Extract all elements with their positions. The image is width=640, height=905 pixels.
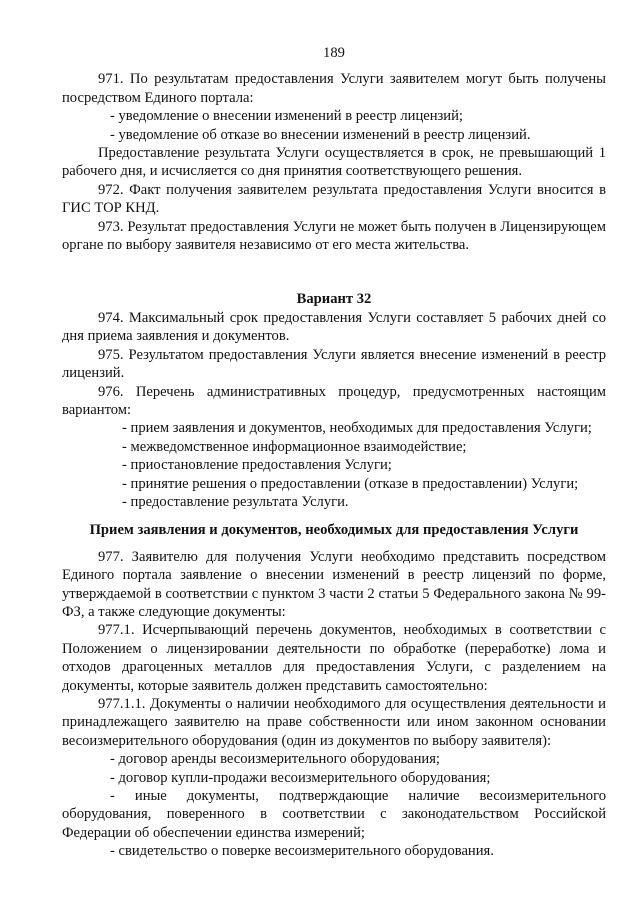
page-number: 189: [323, 45, 345, 61]
list-item: - свидетельство о поверке весоизмерительного оборудования.: [110, 843, 494, 860]
spacer: [62, 254, 606, 290]
paragraph-975: 975. Результатом предоставления Услуги является внесение изменений в реестр лицензий.: [62, 346, 606, 382]
list-item: - приостановление предоставления Услуги;: [122, 457, 392, 474]
list-item: - уведомление о внесении изменений в реестр лицензий;: [110, 108, 463, 125]
list-item: - межведомственное информационное взаимодействие;: [122, 438, 467, 455]
list-item: - прием заявления и документов, необходимых для предоставления Услуги;: [122, 420, 592, 437]
paragraph-974: 974. Максимальный срок предоставления Услуги составляет 5 рабочих дней со дня приема заявления и документов.: [62, 309, 606, 345]
spacer: [62, 511, 606, 521]
variant-title: Вариант 32: [296, 291, 372, 308]
spacer: [62, 540, 606, 548]
paragraph-977-1-1: 977.1.1. Документы о наличии необходимого для осуществления деятельности и принадлежащего заявителю на праве собственности или ином законном основании весоизмерительного оборудования (один из документов по выбору заявителя):: [62, 696, 606, 749]
paragraph-971-term: Предоставление результата Услуги осуществляется в срок, не превышающий 1 рабочего дня, и исчисляется со дня принятия соответствующего решения.: [62, 145, 606, 180]
paragraph-971: 971. По результатам предоставления Услуги заявителем могут быть получены посредством Единого портала:: [62, 71, 606, 106]
list-item: - предоставление результата Услуги.: [122, 493, 349, 510]
paragraph-972: 972. Факт получения заявителем результата предоставления Услуги вносится в ГИС ТОР КНД.: [62, 181, 606, 217]
list-item: - договор купли-продажи весоизмерительного оборудования;: [110, 769, 491, 786]
list-item: - уведомление об отказе во внесении изменений в реестр лицензий.: [110, 126, 531, 143]
section-heading: Прием заявления и документов, необходимых для предоставления Услуги: [89, 522, 579, 539]
paragraph-976: 976. Перечень административных процедур, предусмотренных настоящим вариантом:: [62, 383, 606, 418]
paragraph-977: 977. Заявителю для получения Услуги необходимо представить посредством Единого портала заявление о внесении изменений в реестр лицензий по форме, утверждаемой в соответствии с пунктом 3 части 2 статьи 5 Федерального закона № 99-ФЗ, а также следующие документы:: [62, 548, 606, 620]
paragraph-977-1: 977.1. Исчерпывающий перечень документов, необходимых в соответствии с Положением о лицензировании деятельности по обработке (переработке) лома и отходов драгоценных металлов для предоставления Услуги, с разделением на документы, которые заявитель должен представить самостоятельно:: [62, 622, 606, 694]
list-item: - договор аренды весоизмерительного оборудования;: [110, 751, 440, 768]
list-item: - иные документы, подтверждающие наличие весоизмерительного оборудования, поверенного в соответствии с законодательством Российской Федерации об обеспечении единства измерений;: [62, 788, 606, 841]
paragraph-973: 973. Результат предоставления Услуги не может быть получен в Лицензирующем органе по выбору заявителя независимо от его места жительства.: [62, 218, 606, 254]
list-item: - принятие решения о предоставлении (отказе в предоставлении) Услуги;: [122, 475, 579, 492]
